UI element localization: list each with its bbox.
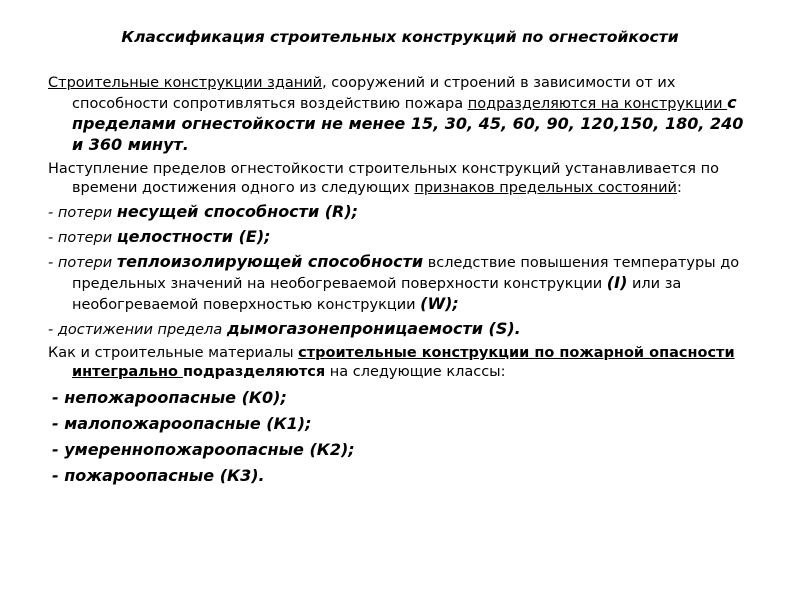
item-e-text: целостности (Е); — [116, 227, 271, 246]
item-w-text: или за необогреваемой поверхностью конструкции — [72, 276, 682, 313]
limit-states-colon: : — [676, 180, 682, 196]
intro-link-text: Строительные конструкции зданий — [48, 75, 323, 91]
item-w-code: (W); — [420, 294, 459, 313]
item-e — [48, 227, 760, 248]
item-s-text: дымогазонепроницаемости (S). — [226, 319, 521, 338]
item-r-prefix: - потери — [48, 205, 117, 221]
limit-states-underlined: признаков предельных состояний — [414, 180, 677, 196]
classes-underlined: строительные конструкции по пожарной опасности интегрально — [72, 345, 735, 380]
item-s-prefix: - достижении предела — [48, 322, 227, 338]
item-s — [48, 319, 760, 340]
item-r-text: несущей способности (R); — [116, 202, 359, 221]
class-k0: - непожароопасные (К0); — [52, 388, 287, 407]
paragraph-limit-states — [48, 160, 760, 198]
slide-content — [48, 74, 760, 490]
item-i-w — [48, 252, 760, 315]
slide-title: Классификация строительных конструкций по огнестойкости — [121, 28, 679, 46]
item-i-prefix: - потери — [48, 255, 117, 271]
class-k1: - малопожароопасные (К1); — [52, 414, 312, 433]
item-i-bold: теплоизолирующей способности — [116, 252, 424, 271]
class-k2: - умереннопожароопасные (К2); — [52, 440, 355, 459]
paragraph-intro — [48, 74, 760, 156]
intro-subdivide-text: подразделяются на конструкции — [467, 96, 728, 112]
class-k3: - пожароопасные (К3). — [52, 466, 265, 485]
item-i-text: вследствие повышения температуры до предельных значений на необогреваемой поверхности конструкции — [72, 255, 740, 292]
item-i-code: (I) — [606, 273, 628, 292]
item-e-prefix: - потери — [48, 230, 117, 246]
limit-states-text: Наступление пределов огнестойкости строительных конструкций устанавливается по времени достижения одного из следующих — [48, 161, 719, 196]
classes-text: Как и строительные материалы — [48, 345, 299, 361]
classes-subdivide: подразделяются — [182, 364, 326, 380]
paragraph-classes — [48, 344, 760, 382]
classes-tail: на следующие классы: — [325, 364, 506, 380]
item-r — [48, 202, 760, 223]
intro-limits-text: с пределами огнестойкости не менее 15, 30, 45, 60, 90, 120,150, 180, 240 и 360 минут. — [72, 93, 744, 154]
intro-text: , сооружений и строений в зависимости от их способности сопротивляться воздействию пожара — [72, 75, 676, 112]
